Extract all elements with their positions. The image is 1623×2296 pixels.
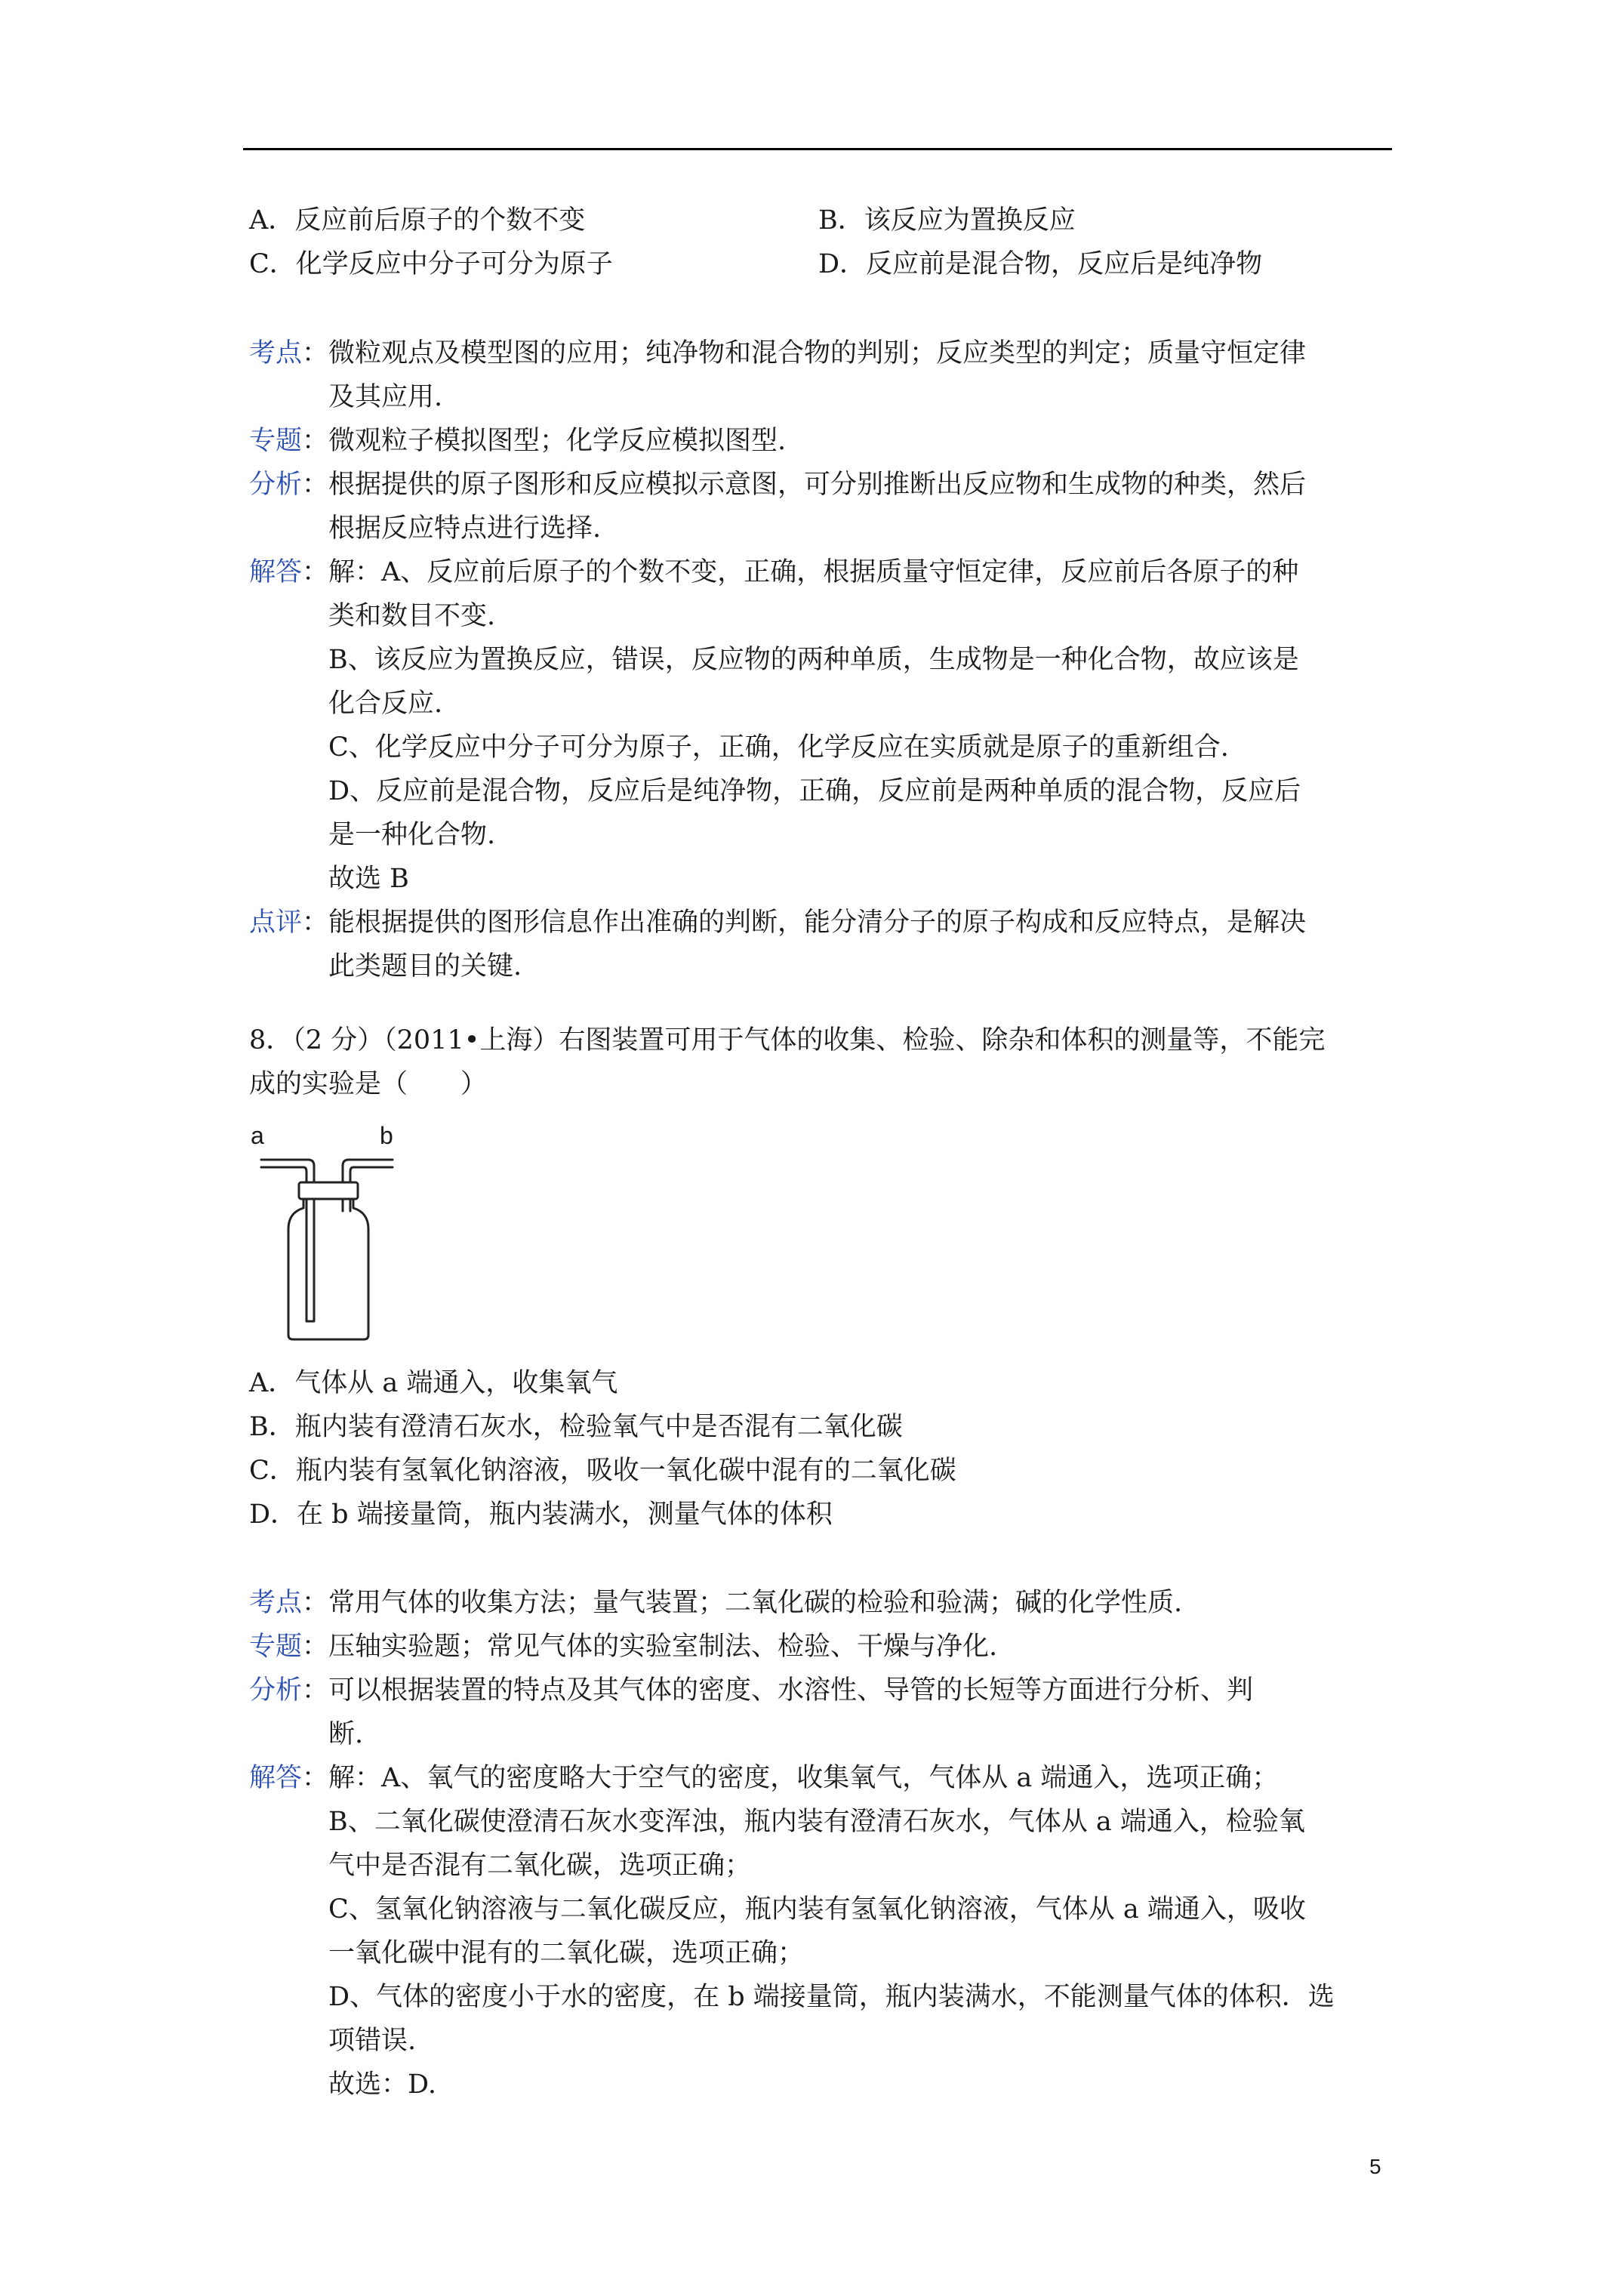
q7-option-c: C．化学反应中分子可分为原子 bbox=[249, 249, 613, 279]
q7-kaodian-label: 考点： bbox=[249, 338, 329, 368]
q8-option-d: D．在 b 端接量筒，瓶内装满水，测量气体的体积 bbox=[249, 1499, 833, 1530]
q7-dianping-text-2: 此类题目的关键. bbox=[328, 951, 522, 982]
q7-jieda-line-2: 类和数目不变. bbox=[328, 601, 496, 631]
q8-zhuanti-label: 专题： bbox=[249, 1632, 329, 1662]
q7-option-b: B．该反应为置换反应 bbox=[818, 205, 1076, 236]
q7-dianping-label: 点评： bbox=[249, 908, 329, 938]
q8-jieda-label: 解答： bbox=[249, 1763, 329, 1793]
q8-jieda-line-1: 解：A、氧气的密度略大于空气的密度，收集氧气，气体从 a 端通入，选项正确； bbox=[328, 1763, 1279, 1793]
q8-stem-2: 成的实验是（ ） bbox=[249, 1069, 488, 1099]
q7-fenxi-label: 分析： bbox=[249, 470, 329, 500]
q7-jieda-line-4: 化合反应. bbox=[328, 689, 443, 719]
q8-fenxi-label: 分析： bbox=[249, 1675, 329, 1706]
q8-kaodian-text: 常用气体的收集方法；量气装置；二氧化碳的检验和验满；碱的化学性质. bbox=[328, 1588, 1183, 1618]
q7-jieda-line-6: D、反应前是混合物，反应后是纯净物，正确，反应前是两种单质的混合物，反应后 bbox=[328, 776, 1301, 806]
q8-jieda-line-8: 故选：D. bbox=[328, 2069, 436, 2100]
q7-jieda-line-7: 是一种化合物. bbox=[328, 820, 496, 850]
header-rule bbox=[243, 148, 1392, 150]
q7-jieda-label: 解答： bbox=[249, 557, 329, 587]
q8-jieda-line-2: B、二氧化碳使澄清石灰水变浑浊，瓶内装有澄清石灰水，气体从 a 端通入，检验氧 bbox=[328, 1807, 1305, 1837]
q8-option-c: C．瓶内装有氢氧化钠溶液，吸收一氧化碳中混有的二氧化碳 bbox=[249, 1456, 956, 1486]
q8-jieda-line-6: D、气体的密度小于水的密度，在 b 端接量筒，瓶内装满水，不能测量气体的体积．选 bbox=[328, 1982, 1335, 2012]
q8-jieda-line-4: C、氢氧化钠溶液与二氧化碳反应，瓶内装有氢氧化钠溶液，气体从 a 端通入，吸收 bbox=[328, 1894, 1306, 1925]
q8-fenxi-text-2: 断. bbox=[328, 1719, 364, 1749]
q8-jieda-line-7: 项错误. bbox=[328, 2026, 417, 2056]
q7-kaodian-text: 微粒观点及模型图的应用；纯净物和混合物的判别；反应类型的判定；质量守恒定律 bbox=[328, 338, 1307, 368]
q7-zhuanti-text: 微观粒子模拟图型；化学反应模拟图型. bbox=[328, 426, 787, 456]
q7-zhuanti-label: 专题： bbox=[249, 426, 329, 456]
q8-kaodian-label: 考点： bbox=[249, 1588, 329, 1618]
page-number: 5 bbox=[1369, 2155, 1381, 2178]
q8-fenxi-text: 可以根据装置的特点及其气体的密度、水溶性、导管的长短等方面进行分析、判 bbox=[328, 1675, 1254, 1706]
q7-option-d: D．反应前是混合物，反应后是纯净物 bbox=[818, 249, 1263, 279]
figure-label-a: a bbox=[251, 1122, 264, 1149]
q7-fenxi-text-2: 根据反应特点进行选择. bbox=[328, 513, 602, 544]
q7-jieda-line-3: B、该反应为置换反应，错误，反应物的两种单质，生成物是一种化合物，故应该是 bbox=[328, 645, 1299, 675]
gas-bottle-figure bbox=[249, 1123, 408, 1342]
q8-zhuanti-text: 压轴实验题；常见气体的实验室制法、检验、干燥与净化. bbox=[328, 1632, 998, 1662]
q7-jieda-line-8: 故选 B bbox=[328, 864, 409, 894]
q8-jieda-line-5: 一氧化碳中混有的二氧化碳，选项正确； bbox=[328, 1938, 805, 1968]
q8-option-b: B．瓶内装有澄清石灰水，检验氧气中是否混有二氧化碳 bbox=[249, 1412, 903, 1442]
q7-option-a: A．反应前后原子的个数不变 bbox=[249, 205, 586, 236]
q8-jieda-line-3: 气中是否混有二氧化碳，选项正确； bbox=[328, 1851, 752, 1881]
q7-dianping-text: 能根据提供的图形信息作出准确的判断，能分清分子的原子构成和反应特点，是解决 bbox=[328, 908, 1307, 938]
figure-label-b: b bbox=[380, 1122, 393, 1149]
q7-fenxi-text: 根据提供的原子图形和反应模拟示意图，可分别推断出反应物和生成物的种类，然后 bbox=[328, 470, 1307, 500]
gas-bottle-drawing bbox=[249, 1123, 408, 1342]
q8-option-a: A．气体从 a 端通入，收集氧气 bbox=[249, 1368, 618, 1398]
q7-jieda-line-1: 解：A、反应前后原子的个数不变，正确，根据质量守恒定律，反应前后各原子的种 bbox=[328, 557, 1299, 587]
q8-stem: 8．（2 分）（2011•上海）右图装置可用于气体的收集、检验、除杂和体积的测量等，不能完 bbox=[249, 1025, 1326, 1056]
q7-kaodian-text-2: 及其应用. bbox=[328, 382, 443, 412]
q7-jieda-line-5: C、化学反应中分子可分为原子，正确，化学反应在实质就是原子的重新组合. bbox=[328, 732, 1229, 763]
